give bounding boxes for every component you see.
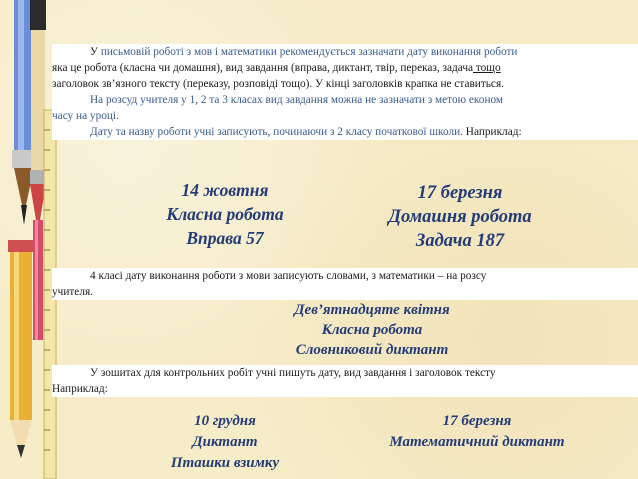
example3-left xyxy=(150,411,300,474)
example1-right-type: Домашня робота xyxy=(388,207,532,227)
example3-right xyxy=(362,411,592,453)
pencil-icon xyxy=(8,240,34,458)
stationery-decoration xyxy=(0,0,60,479)
example2-task: Словниковий диктант xyxy=(295,342,449,358)
example1-right-date: 17 березня xyxy=(417,183,503,203)
para2-line2: часу на уроці. xyxy=(52,110,119,122)
example3-right-date: 17 березня xyxy=(442,413,512,429)
example2 xyxy=(262,300,482,360)
para1-line3: заголовок зв’язного тексту (переказу, розповіді тощо). У кінці заголовків крапка не ставиться. xyxy=(52,78,504,90)
para4-line1: 4 класі дату виконання роботи з мови записують словами, з математики – на розсу xyxy=(90,270,487,282)
example1-right-task: Задача 187 xyxy=(415,231,505,251)
example1-left-type: Класна робота xyxy=(166,204,284,224)
example1-left-task: Вправа 57 xyxy=(186,228,264,248)
para5-line1: У зошитах для контрольних робіт учні пишуть дату, вид завдання і заголовок тексту xyxy=(90,367,496,379)
para1-line1: У письмовій роботі з мов і математики рекомендується зазначати дату виконання роботи xyxy=(90,46,518,58)
para5-block xyxy=(52,365,638,397)
para5-line2: Наприклад: xyxy=(52,383,108,395)
example2-type: Класна робота xyxy=(321,322,423,338)
example3-right-type: Математичний диктант xyxy=(389,434,565,450)
example3-left-type: Диктант xyxy=(192,434,258,450)
para2-line1: На розсуд учителя у 1, 2 та 3 класах вид завдання можна не зазначати з метою економ xyxy=(90,94,504,106)
example1-left xyxy=(145,178,305,250)
para1-line2: яка це робота (класна чи домашня), вид завдання (вправа, диктант, твір, переказ, задача тощо xyxy=(52,62,501,74)
example1-right xyxy=(365,181,555,253)
para3-line1: Дату та назву роботи учні записують, починаючи з 2 класу початкової школи. Наприклад: xyxy=(90,126,522,138)
para4-line2: учителя. xyxy=(52,286,93,298)
example2-date: Дев’ятнадцяте квітня xyxy=(294,302,450,318)
rules-text-block xyxy=(52,44,638,140)
example3-left-date: 10 грудня xyxy=(194,413,256,429)
example1-left-date: 14 жовтня xyxy=(181,180,269,200)
example3-left-title: Пташки взимку xyxy=(170,455,280,471)
para4-block xyxy=(52,268,638,300)
